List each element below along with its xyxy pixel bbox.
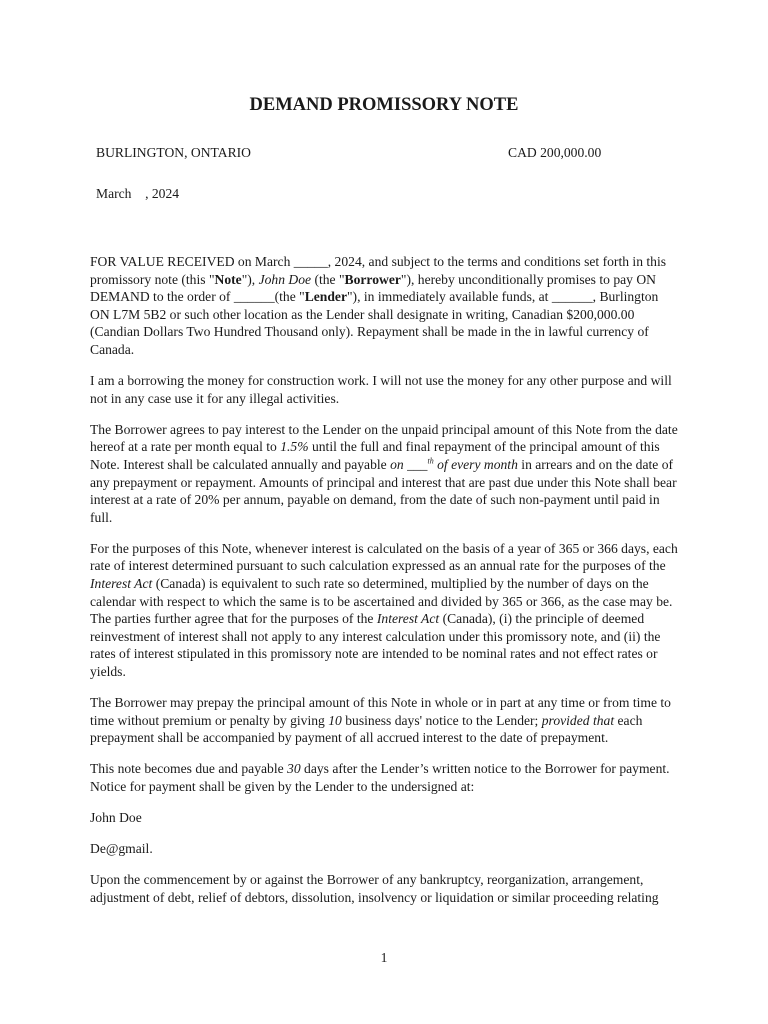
paragraph-prepayment: The Borrower may prepay the principal amount of this Note in whole or in part at any time or from time to time without premium or penalty by giving 10 business days' notice to the Lender; provided that each prepayment shall be accompanied by payment of all accrued interest to the date of prepayment. xyxy=(90,695,671,746)
paragraph-value-received: FOR VALUE RECEIVED on March _____, 2024, and subject to the terms and conditions set forth in this promissory note (this "Note"), John Doe (the "Borrower"), hereby unconditionally promises to pay ON DEMAND to the order of ______(the "Lender"), in immediately available funds, at ______, Burlington ON L7M 5B2 or such other location as the Lender shall designate in writing, Canadian $200,000.00 (Candian Dollars Two Hundred Thousand only). Repayment shall be made in the in lawful currency of Canada. xyxy=(90,254,667,357)
document-title: DEMAND PROMISSORY NOTE xyxy=(249,95,519,115)
paragraph-interest-act: For the purposes of this Note, whenever interest is calculated on the basis of a year of 365 or 366 days, each rate of interest determined pursuant to such calculation expressed as an annual rate for the purposes of the Interest Act (Canada) is equivalent to such rate so determined, multiplied by the number of days on the calendar with respect to which the same is to be ascertained and divided by 365 or 366, as the case may be. The parties further agree that for the purposes of the Interest Act (Canada), (i) the principle of deemed reinvestment of interest shall not apply to any interest calculation under this promissory note, and (ii) the rates of interest stipulated in this promissory note are intended to be nominal rates and not effect rates or yields. xyxy=(90,540,678,679)
page-number: 1 xyxy=(380,950,388,965)
paragraph-purpose: I am a borrowing the money for construction work. I will not use the money for any other purpose and will not in any case use it for any illegal activities. xyxy=(90,373,672,406)
paragraph-bankruptcy: Upon the commencement by or against the Borrower of any bankruptcy, reorganization, arrangement, adjustment of debt, relief of debtors, dissolution, insolvency or liquidation or similar proceeding relating xyxy=(90,872,659,905)
date-text: March , 2024 xyxy=(96,186,180,201)
amount-text: CAD 200,000.00 xyxy=(508,145,602,160)
document-body xyxy=(90,253,678,920)
borrower-name: John Doe xyxy=(90,810,142,826)
paragraph-interest: The Borrower agrees to pay interest to the Lender on the unpaid principal amount of this Note from the date hereof at a rate per month equal to 1.5% until the full and final repayment of the principal amount of this Note. Interest shall be calculated annually and payable on ___$^{th}$ of every month in arrears and on the date of any prepayment or repayment. Amounts of principal and interest that are past due under this Note shall bear interest at a rate of 20% per annum, payable on demand, from the date of such non-payment until paid in full. xyxy=(90,421,678,525)
paragraph-due-payable: This note becomes due and payable 30 days after the Lender’s written notice to the Borrower for payment. Notice for payment shall be given by the Lender to the undersigned at: xyxy=(90,761,670,794)
borrower-email: De@gmail. xyxy=(90,841,153,857)
location-text: BURLINGTON, ONTARIO xyxy=(96,145,251,160)
